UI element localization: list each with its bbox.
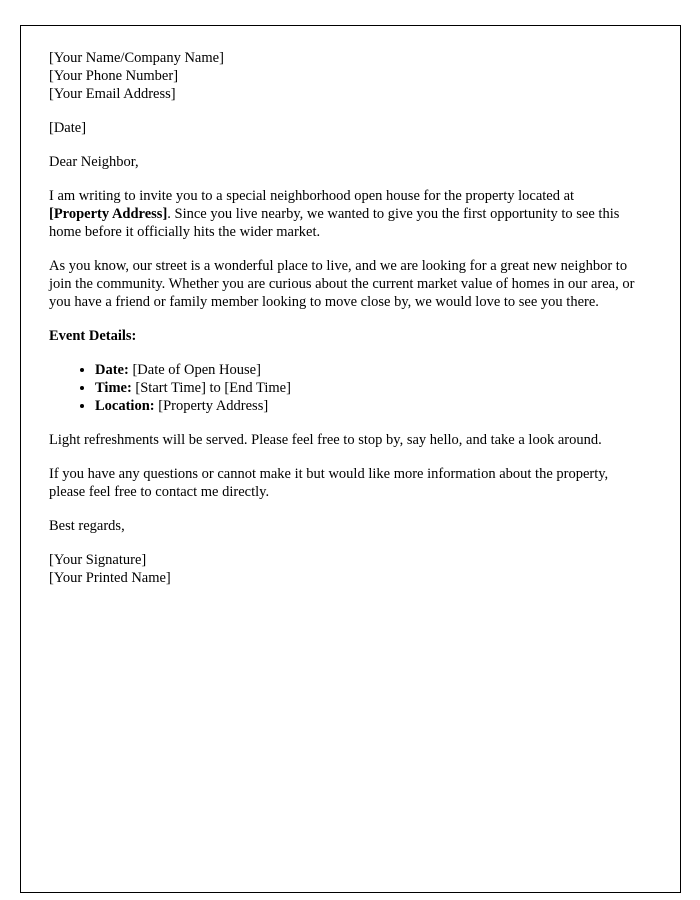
- salutation: Dear Neighbor,: [49, 154, 139, 170]
- printed-name-line: [Your Printed Name]: [49, 570, 171, 586]
- sender-header: [49, 49, 636, 103]
- event-time-value: [Start Time] to [End Time]: [131, 380, 291, 396]
- property-address-bold: [Property Address]: [49, 206, 168, 222]
- closing: Best regards,: [49, 518, 125, 534]
- event-detail-item-date: [95, 361, 636, 379]
- event-details-heading-text: Event Details:: [49, 328, 137, 344]
- invitation-text-post: . Since you live nearby, we wanted to give you the first opportunity to see this home before it officially hits the wider market.: [49, 206, 620, 240]
- paragraph-questions: If you have any questions or cannot make it but would like more information about the property, please feel free to contact me directly.: [49, 466, 609, 500]
- event-location-label: Location:: [95, 398, 155, 414]
- paragraph-community: As you know, our street is a wonderful place to live, and we are looking for a great new neighbor to join the community. Whether you are curious about the current market value of homes in our area, or you have a friend or family member looking to move close by, we would love to see you there.: [49, 258, 635, 310]
- event-date-value: [Date of Open House]: [128, 362, 261, 378]
- paragraph-refreshments: Light refreshments will be served. Please feel free to stop by, say hello, and take a look around.: [49, 432, 602, 448]
- event-details-list: [49, 361, 636, 415]
- invitation-text-pre: I am writing to invite you to a special neighborhood open house for the property located at: [49, 188, 575, 204]
- date-line: [Date]: [49, 120, 87, 136]
- event-detail-item-time: [95, 379, 636, 397]
- signature-block: [49, 551, 636, 587]
- event-details-heading: [49, 327, 636, 345]
- signature-line: [Your Signature]: [49, 552, 147, 568]
- paragraph-invitation: [49, 187, 636, 241]
- sender-phone-line: [Your Phone Number]: [49, 68, 179, 84]
- event-time-label: Time:: [95, 380, 132, 396]
- event-location-value: [Property Address]: [154, 398, 269, 414]
- event-detail-item-location: [95, 397, 636, 415]
- sender-name-line: [Your Name/Company Name]: [49, 50, 224, 66]
- event-date-label: Date:: [95, 362, 129, 378]
- letter-container: [20, 25, 681, 893]
- sender-email-line: [Your Email Address]: [49, 86, 176, 102]
